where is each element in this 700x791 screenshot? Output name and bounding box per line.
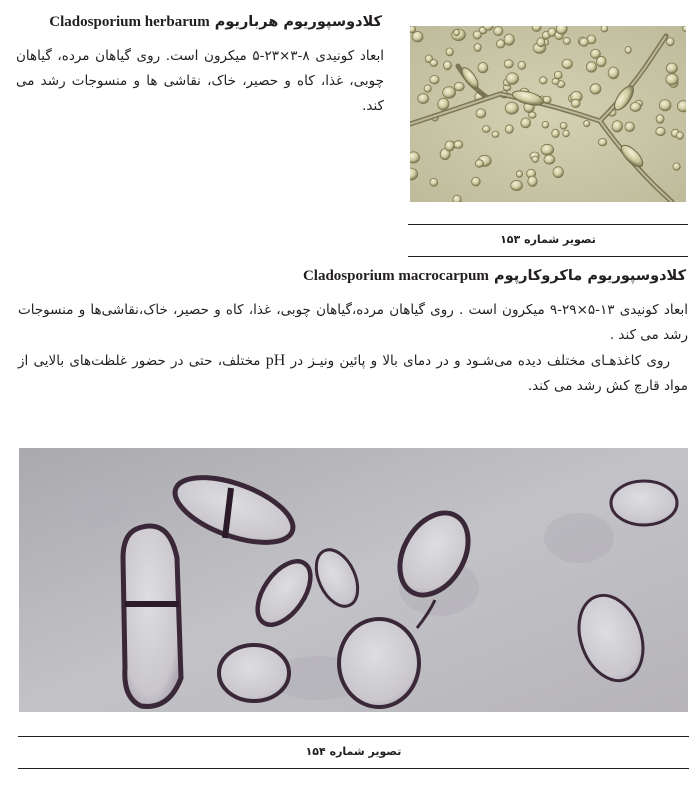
spore bbox=[412, 32, 423, 42]
spore bbox=[453, 195, 461, 202]
spore bbox=[430, 60, 438, 67]
section2-title-latin: Cladosporium macrocarpum bbox=[302, 268, 489, 284]
spore bbox=[445, 141, 454, 151]
spore bbox=[590, 84, 601, 94]
spore bbox=[454, 29, 460, 35]
spore bbox=[494, 27, 503, 36]
spore bbox=[418, 94, 429, 104]
spore bbox=[518, 61, 526, 69]
section1-title-latin: Cladosporium herbarum bbox=[49, 14, 210, 30]
spore bbox=[656, 115, 664, 124]
spore bbox=[446, 48, 453, 56]
spore bbox=[505, 125, 513, 134]
spore bbox=[673, 163, 680, 170]
section1-title bbox=[12, 14, 382, 31]
spore bbox=[424, 85, 431, 92]
spore bbox=[430, 178, 438, 186]
spore bbox=[553, 167, 563, 178]
spore bbox=[552, 129, 560, 137]
spore bbox=[542, 121, 549, 128]
spore bbox=[630, 103, 641, 112]
spore bbox=[563, 38, 570, 45]
spore bbox=[505, 102, 518, 114]
spore bbox=[544, 155, 555, 164]
section2-paragraph-2-part-2: مختلف، حتی در حضور غلظت‌های بالایی از مواد قارچ کش رشد می کند. bbox=[18, 353, 688, 394]
spore bbox=[504, 60, 513, 68]
spore bbox=[496, 40, 504, 48]
figure-caption-153: تصویر شماره ۱۵۳ bbox=[500, 233, 596, 246]
spore bbox=[537, 38, 545, 47]
spore bbox=[532, 26, 541, 32]
micrograph-cladosporium-herbarum bbox=[410, 26, 686, 202]
spore bbox=[474, 44, 481, 52]
spore bbox=[667, 38, 675, 46]
spore bbox=[571, 99, 580, 107]
ph-term: pH bbox=[265, 352, 286, 369]
section1-title-persian: کلادوسپوریوم هرباریوم bbox=[214, 14, 382, 30]
spore bbox=[612, 121, 622, 132]
spore bbox=[504, 34, 514, 45]
spore bbox=[683, 26, 686, 32]
spore bbox=[532, 156, 539, 162]
spore bbox=[666, 63, 677, 73]
figure-caption-154-box bbox=[18, 736, 689, 769]
spore bbox=[562, 59, 572, 69]
spore bbox=[677, 101, 686, 112]
spore bbox=[430, 75, 439, 84]
spore bbox=[521, 118, 531, 128]
spore bbox=[483, 126, 491, 133]
spore bbox=[608, 67, 619, 79]
figure-caption-154: تصویر شماره ۱۵۴ bbox=[305, 745, 402, 758]
spore bbox=[597, 56, 607, 66]
spore bbox=[410, 152, 420, 163]
spore bbox=[478, 63, 488, 73]
section2-title-persian: کلادوسپوریوم ماکروکارپوم bbox=[494, 268, 686, 284]
spore bbox=[659, 100, 671, 111]
spore bbox=[472, 177, 481, 186]
spore bbox=[443, 87, 456, 99]
spore bbox=[528, 176, 537, 186]
section1-paragraph: ابعاد کونیدی ۸-۳×۲۳-۵ میکرون است. روی گیاهان مرده، گیاهان چوبی، غذا، کاه و حصیر، خاک، نقاشی ها و منسوجات رشد می کند. bbox=[16, 48, 384, 114]
spore bbox=[656, 127, 666, 135]
spore bbox=[598, 139, 606, 146]
spore bbox=[492, 131, 499, 137]
spore bbox=[563, 130, 570, 137]
spore bbox=[516, 171, 522, 178]
spore bbox=[476, 109, 486, 118]
spore bbox=[556, 26, 567, 34]
spore bbox=[454, 82, 464, 91]
spore bbox=[541, 144, 554, 155]
spore bbox=[625, 122, 635, 132]
spore bbox=[454, 141, 463, 149]
section2-title bbox=[26, 268, 686, 285]
spore bbox=[539, 77, 547, 84]
spore bbox=[475, 160, 483, 168]
section2-paragraph-2-part-1: روی کاغذهـای مختلف دیده می‌شـود و در دمای بالا و پائین ونیـز در bbox=[290, 353, 670, 369]
spore bbox=[473, 31, 481, 39]
figure-caption-153-box bbox=[408, 224, 688, 257]
spore bbox=[676, 132, 683, 139]
spore bbox=[410, 26, 416, 33]
spore bbox=[506, 73, 519, 85]
section2-paragraph-1: ابعاد کونیدی ۱۳-۵×۲۹-۹ میکرون است . روی گیاهان مرده،گیاهان چوبی، غذا، کاه و حصیر، خاک،نقاشی‌ها و منسوجات رشد می کند . bbox=[18, 302, 688, 343]
spore bbox=[554, 71, 562, 79]
spore bbox=[560, 122, 567, 129]
spore bbox=[625, 47, 631, 54]
micrograph-cladosporium-macrocarpum bbox=[19, 448, 688, 712]
section2-text bbox=[18, 298, 688, 399]
spore bbox=[601, 26, 608, 32]
spore bbox=[586, 62, 596, 72]
spore bbox=[444, 61, 452, 70]
spore bbox=[438, 98, 449, 110]
spore bbox=[580, 38, 589, 47]
spore bbox=[511, 180, 523, 190]
spore bbox=[584, 121, 590, 127]
section2-paragraph-2 bbox=[18, 348, 688, 399]
spore bbox=[666, 74, 678, 85]
